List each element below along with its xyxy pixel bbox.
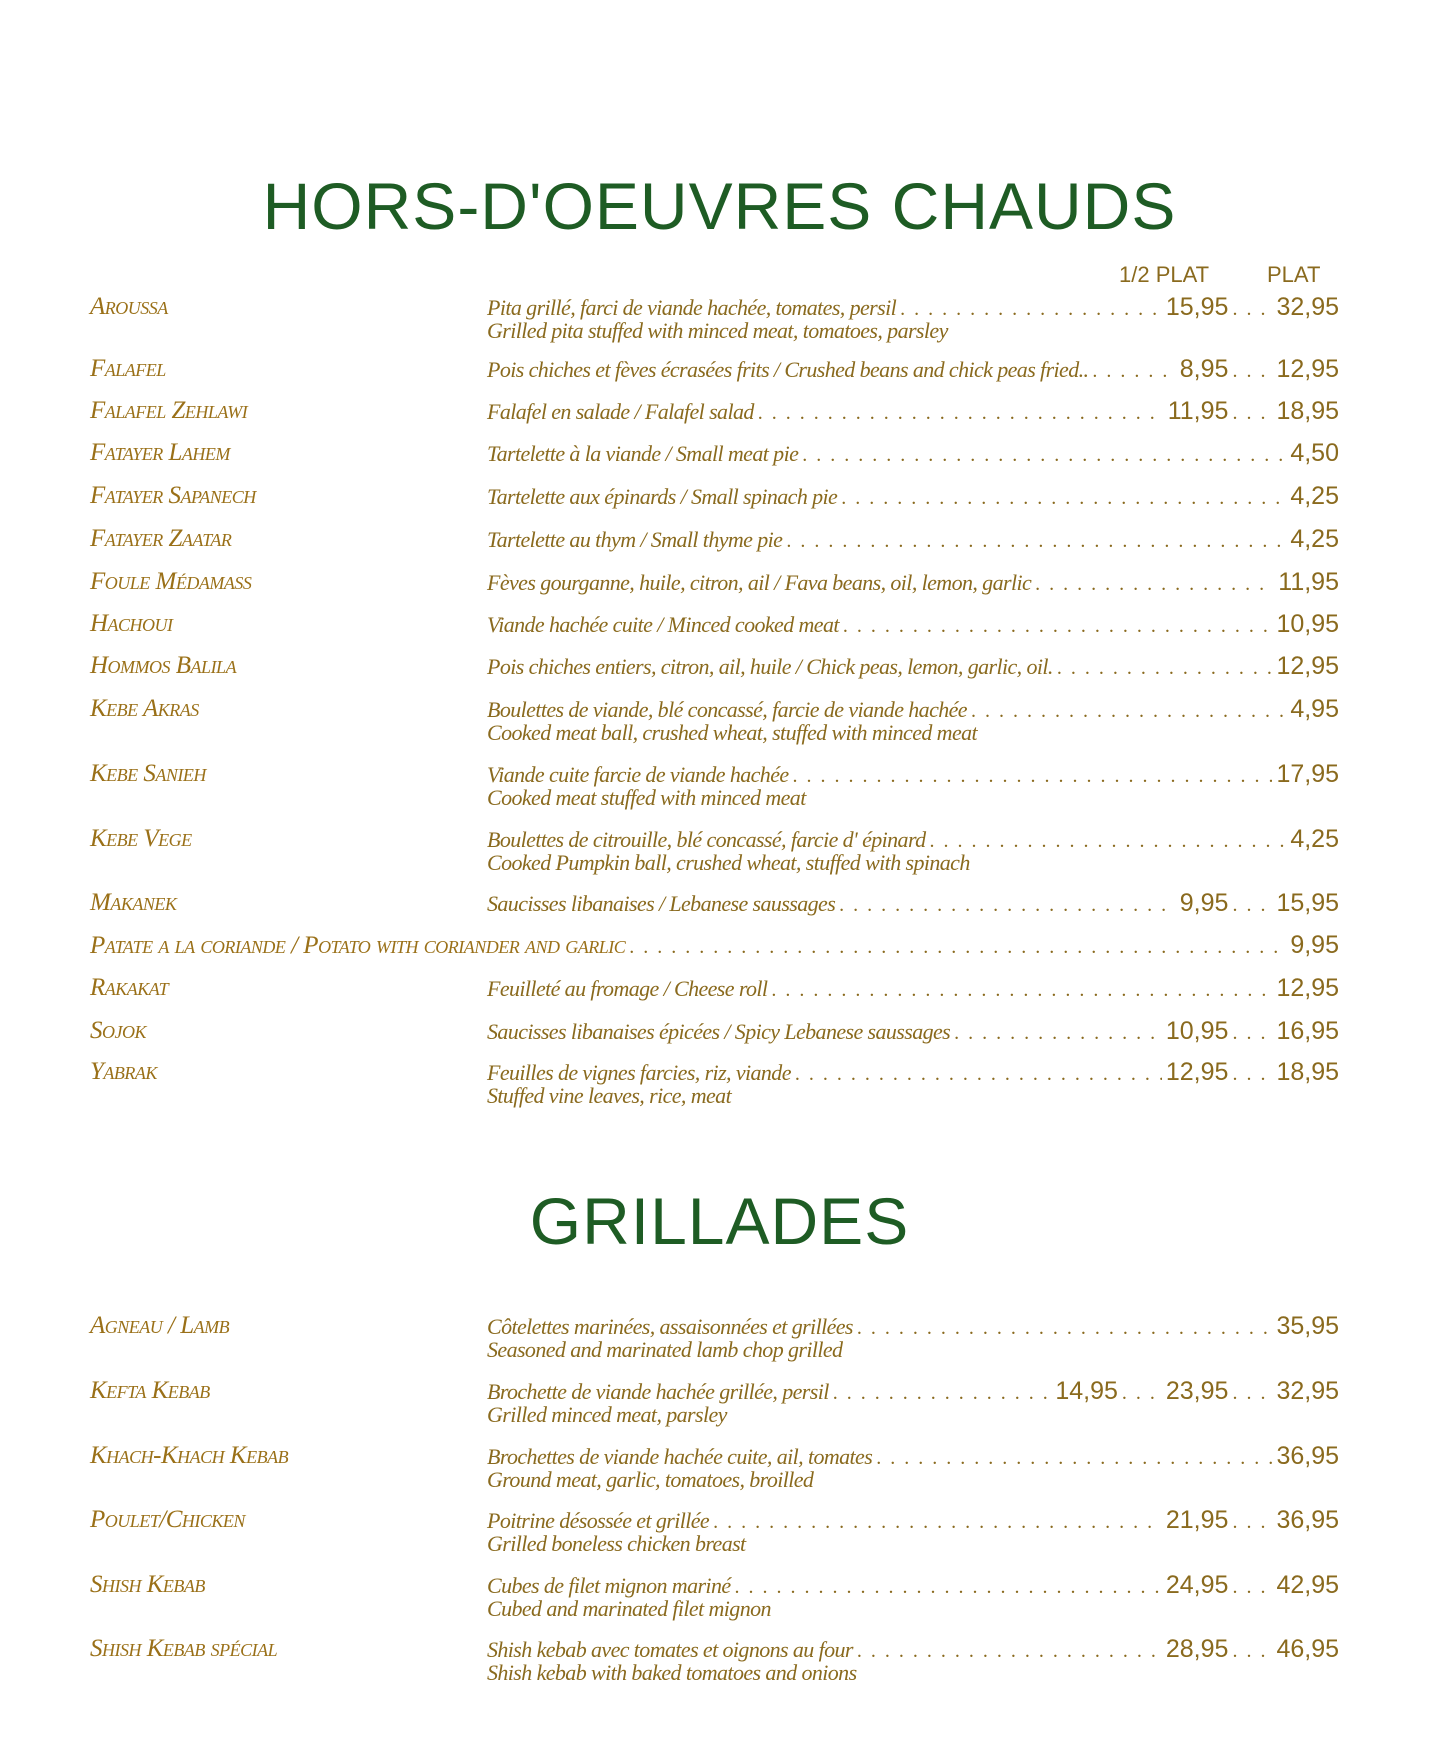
price-full-plate: 15,95 xyxy=(1276,889,1339,917)
dot-leader xyxy=(843,615,1273,638)
price-full-plate: 10,95 xyxy=(1276,610,1339,638)
menu-item-description: Saucisses libanaises épicées / Spicy Lebanese saussages xyxy=(487,1019,951,1044)
menu-item xyxy=(0,652,1439,692)
menu-item-line xyxy=(487,652,1339,681)
menu-item-description: Brochette de viande hachée grillée, persil xyxy=(487,1379,829,1404)
menu-item-name: Aroussa xyxy=(90,293,168,320)
menu-item-description: Côtelettes marinées, assaisonnées et grillées xyxy=(487,1314,853,1339)
price-full-plate: 4,25 xyxy=(1290,825,1339,853)
price-half-plate: 9,95 xyxy=(1179,889,1229,917)
dot-leader xyxy=(833,1382,1052,1405)
menu-item xyxy=(0,1377,1439,1427)
column-header-half-plate: 1/2 PLAT xyxy=(1119,262,1210,287)
menu-item-name: Patate a la coriande / Potato with coriander and garlic xyxy=(90,932,626,959)
menu-item xyxy=(0,1017,1439,1057)
price-full-plate: 16,95 xyxy=(1276,1017,1339,1045)
menu-item-description-english: Seasoned and marinated lamb chop grilled xyxy=(487,1337,843,1362)
menu-item-description: Pois chiches et fèves écrasées frits / Crushed beans and chick peas fried.. xyxy=(487,357,1089,382)
menu-item-description-english: Shish kebab with baked tomatoes and onions xyxy=(487,1660,857,1685)
menu-item-name: Sojok xyxy=(90,1017,146,1044)
menu-item xyxy=(0,525,1439,565)
menu-item-description-english: Grilled boneless chicken breast xyxy=(487,1531,746,1556)
dot-leader xyxy=(857,1317,1273,1340)
price-full-plate: 12,95 xyxy=(1276,974,1339,1002)
menu-item-description: Tartelette aux épinards / Small spinach pie xyxy=(487,484,838,509)
price-full-plate: 4,25 xyxy=(1290,482,1339,510)
menu-item-name: Khach-Khach Kebab xyxy=(90,1442,289,1469)
menu-item xyxy=(0,293,1439,343)
menu-item-description: Pois chiches entiers, citron, ail, huile / Chick peas, lemon, garlic, oil. xyxy=(487,654,1053,679)
dot-leader xyxy=(713,1511,1162,1534)
menu-item xyxy=(0,482,1439,522)
dot-leader xyxy=(1057,657,1273,680)
menu-item-description: Boulettes de citrouille, blé concassé, farcie d' épinard xyxy=(487,827,926,852)
menu-item-line xyxy=(487,1017,1339,1046)
menu-item-name: Hachoui xyxy=(90,610,173,637)
menu-item xyxy=(0,355,1439,395)
menu-item-name: Foule Médamass xyxy=(90,568,252,595)
menu-item xyxy=(0,1506,1439,1556)
price-full-plate: 36,95 xyxy=(1276,1442,1339,1470)
menu-item-description: Falafel en salade / Falafel salad xyxy=(487,399,754,424)
price-half-plate: 15,95 xyxy=(1165,293,1229,321)
dot-leader xyxy=(786,530,1286,553)
menu-item-name: Shish Kebab xyxy=(90,1571,205,1598)
dot-leader xyxy=(795,1063,1162,1086)
menu-item-name: Rakakat xyxy=(90,974,169,1001)
menu-item-description: Feuilles de vignes farcies, riz, viande xyxy=(487,1060,791,1085)
menu-item-description: Cubes de filet mignon mariné xyxy=(487,1573,731,1598)
menu-item-name: Falafel Zehlawi xyxy=(90,397,248,424)
dot-leader xyxy=(876,1447,1272,1470)
menu-item-description-english: Cubed and marinated filet mignon xyxy=(487,1596,771,1621)
dot-leader xyxy=(1232,1063,1272,1086)
menu-item-description-english: Grilled pita stuffed with minced meat, tomatoes, parsley xyxy=(487,318,948,343)
dot-leader xyxy=(1232,360,1272,383)
menu-item-description: Boulettes de viande, blé concassé, farcie de viande hachée xyxy=(487,697,967,722)
price-half-plate: 28,95 xyxy=(1165,1635,1229,1663)
dot-leader xyxy=(1232,1382,1272,1405)
menu-item xyxy=(0,397,1439,437)
dot-leader xyxy=(793,765,1273,788)
price-full-plate: 9,95 xyxy=(1290,931,1339,959)
menu-item-description: Tartelette à la viande / Small meat pie xyxy=(487,441,799,466)
dot-leader xyxy=(1232,1640,1272,1663)
dot-leader xyxy=(1232,1022,1272,1045)
menu-item-description: Brochettes de viande hachée cuite, ail, tomates xyxy=(487,1444,873,1469)
menu-item-description: Feuilleté au fromage / Cheese roll xyxy=(487,976,768,1001)
menu-item-name: Kefta Kebab xyxy=(90,1377,210,1404)
menu-item-line xyxy=(487,889,1339,918)
menu-item-description-english: Cooked meat ball, crushed wheat, stuffed with minced meat xyxy=(487,720,978,745)
menu-item xyxy=(0,610,1439,650)
price-half-plate: 12,95 xyxy=(1165,1058,1229,1086)
price-full-plate: 32,95 xyxy=(1276,293,1339,321)
menu-item xyxy=(0,568,1439,608)
dot-leader xyxy=(758,402,1164,425)
menu-item xyxy=(0,1442,1439,1492)
menu-item-description: Poitrine désossée et grillée xyxy=(487,1508,710,1533)
menu-item xyxy=(0,1571,1439,1621)
menu-item-description-english: Grilled minced meat, parsley xyxy=(487,1402,727,1427)
price-full-plate: 46,95 xyxy=(1276,1635,1339,1663)
section-title-grills: GRILLADES xyxy=(529,1184,910,1258)
menu-item-line xyxy=(487,397,1339,426)
price-full-plate: 36,95 xyxy=(1276,1506,1339,1534)
price-small: 14,95 xyxy=(1055,1377,1118,1405)
price-half-plate: 8,95 xyxy=(1179,355,1229,383)
price-full-plate: 18,95 xyxy=(1276,397,1339,425)
price-full-plate: 17,95 xyxy=(1276,760,1339,788)
dot-leader xyxy=(839,894,1176,917)
price-full-plate: 4,50 xyxy=(1290,439,1339,467)
menu-item-line xyxy=(487,439,1339,468)
menu-item-line xyxy=(487,355,1339,384)
menu-item-line xyxy=(487,610,1339,639)
menu-item xyxy=(0,825,1439,875)
menu-item-name: Shish Kebab spécial xyxy=(90,1635,278,1662)
dot-leader xyxy=(802,444,1286,467)
menu-item-description: Viande hachée cuite / Minced cooked meat xyxy=(487,612,839,637)
dot-leader xyxy=(1035,573,1274,596)
dot-leader xyxy=(857,1640,1162,1663)
menu-item xyxy=(0,889,1439,929)
menu-item-description-english: Cooked Pumpkin ball, crushed wheat, stuffed with spinach xyxy=(487,850,970,875)
menu-item-description: Fèves gourganne, huile, citron, ail / Fava beans, oil, lemon, garlic xyxy=(487,570,1032,595)
menu-item-name: Yabrak xyxy=(90,1058,157,1085)
menu-item-name: Kebe Vege xyxy=(90,825,192,852)
dot-leader xyxy=(954,1022,1162,1045)
menu-item xyxy=(0,974,1439,1014)
menu-item-name: Falafel xyxy=(90,355,166,382)
menu-item xyxy=(0,931,1439,971)
menu-item-description: Pita grillé, farci de viande hachée, tomates, persil xyxy=(487,295,897,320)
menu-item-description-english: Cooked meat stuffed with minced meat xyxy=(487,785,806,810)
menu-item-description: Shish kebab avec tomates et oignons au four xyxy=(487,1637,853,1662)
menu-item-line xyxy=(487,568,1339,597)
dot-leader xyxy=(1232,894,1272,917)
dot-leader xyxy=(1232,298,1272,321)
menu-item xyxy=(0,695,1439,745)
dot-leader xyxy=(1232,402,1272,425)
menu-item-line xyxy=(90,931,1339,960)
menu-item-name: Fatayer Sapanech xyxy=(90,482,256,509)
dot-leader xyxy=(735,1576,1162,1599)
menu-item-description-english: Ground meat, garlic, tomatoes, broilled xyxy=(487,1467,814,1492)
price-full-plate: 4,25 xyxy=(1290,525,1339,553)
menu-item-name: Fatayer Lahem xyxy=(90,439,230,466)
menu-item-name: Agneau / Lamb xyxy=(90,1312,230,1339)
menu-item-name: Kebe Sanieh xyxy=(90,760,206,787)
price-full-plate: 12,95 xyxy=(1276,355,1339,383)
price-full-plate: 11,95 xyxy=(1278,568,1339,596)
menu-item-line xyxy=(487,525,1339,554)
price-full-plate: 35,95 xyxy=(1276,1312,1339,1340)
price-full-plate: 42,95 xyxy=(1276,1571,1339,1599)
menu-item xyxy=(0,1312,1439,1362)
menu-item-name: Poulet/Chicken xyxy=(90,1506,245,1533)
column-header-full-plate: PLAT xyxy=(1267,262,1321,287)
menu-item-description-english: Stuffed vine leaves, rice, meat xyxy=(487,1083,732,1108)
menu-item xyxy=(0,760,1439,810)
price-full-plate: 12,95 xyxy=(1276,652,1339,680)
menu-item-description: Saucisses libanaises / Lebanese saussages xyxy=(487,891,836,916)
menu-item-name: Hommos Balila xyxy=(90,652,237,679)
section-title-hot-appetizers: HORS-D'OEUVRES CHAUDS xyxy=(262,169,1177,243)
menu-item-name: Makanek xyxy=(90,889,177,916)
dot-leader xyxy=(771,979,1272,1002)
dot-leader xyxy=(841,487,1286,510)
price-half-plate: 10,95 xyxy=(1165,1017,1229,1045)
dot-leader xyxy=(1122,1382,1162,1405)
price-half-plate: 23,95 xyxy=(1165,1377,1229,1405)
dot-leader xyxy=(971,700,1286,723)
menu-item-description: Tartelette au thym / Small thyme pie xyxy=(487,527,783,552)
price-half-plate: 11,95 xyxy=(1167,397,1229,425)
price-half-plate: 21,95 xyxy=(1165,1506,1229,1534)
menu-item-name: Kebe Akras xyxy=(90,695,199,722)
menu-item xyxy=(0,1058,1439,1108)
dot-leader xyxy=(629,936,1286,959)
menu-item-description: Viande cuite farcie de viande hachée xyxy=(487,762,789,787)
price-full-plate: 18,95 xyxy=(1276,1058,1339,1086)
menu-item-name: Fatayer Zaatar xyxy=(90,525,232,552)
menu-item-line xyxy=(487,482,1339,511)
dot-leader xyxy=(930,830,1287,853)
dot-leader xyxy=(1092,360,1175,383)
price-full-plate: 32,95 xyxy=(1276,1377,1339,1405)
menu-item xyxy=(0,439,1439,479)
menu-item-line xyxy=(487,974,1339,1003)
price-half-plate: 24,95 xyxy=(1165,1571,1229,1599)
dot-leader xyxy=(1232,1511,1272,1534)
price-full-plate: 4,95 xyxy=(1290,695,1339,723)
dot-leader xyxy=(1232,1576,1272,1599)
menu-item xyxy=(0,1635,1439,1685)
